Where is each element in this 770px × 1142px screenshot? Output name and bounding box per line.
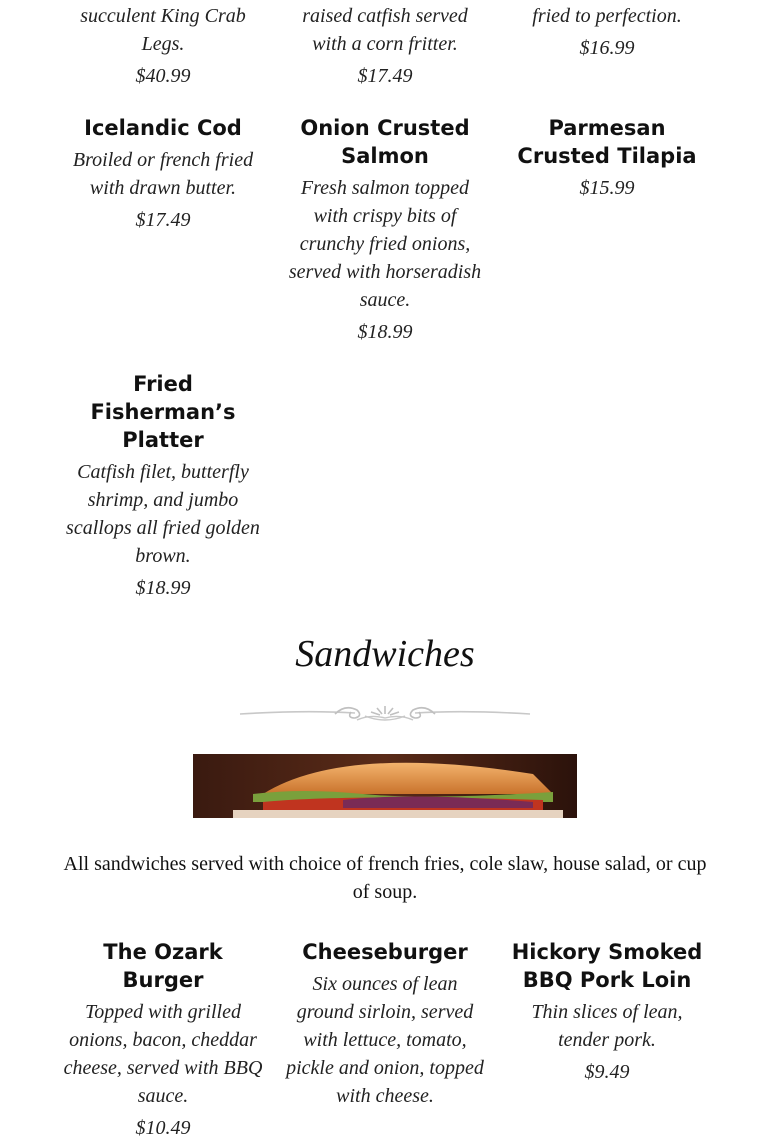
- menu-item-price: $15.99: [579, 177, 635, 199]
- menu-item-name: Icelandic Cod: [84, 116, 242, 140]
- menu-item-icelandic-cod: [63, 114, 263, 234]
- menu-item-fried-fishermans-platter: [63, 370, 263, 602]
- menu-item-price: $9.49: [584, 1061, 630, 1083]
- menu-item-partial-3: [507, 2, 707, 62]
- menu-item-partial-2: [285, 2, 485, 90]
- menu-item-name: The Ozark Burger: [103, 940, 223, 992]
- menu-item-description: Fresh salmon topped with crispy bits of crunchy fried onions, served with horseradish sauce.: [288, 177, 482, 311]
- section-heading-sandwiches: Sandwiches: [295, 633, 475, 675]
- menu-item-hickory-smoked-bbq-pork-loin: [507, 938, 707, 1086]
- menu-item-description: Broiled or french fried with drawn butter.: [72, 149, 254, 199]
- menu-item-description: Catfish filet, butterfly shrimp, and jumbo scallops all fried golden brown.: [66, 461, 260, 567]
- menu-item-price: $40.99: [135, 65, 191, 87]
- menu-item-parmesan-crusted-tilapia: [507, 114, 707, 202]
- menu-item-price: $18.99: [135, 577, 191, 599]
- menu-item-price: $17.49: [135, 209, 191, 231]
- sandwich-photo: [193, 754, 577, 818]
- menu-item-description: succulent King Crab Legs.: [80, 5, 246, 55]
- sandwich-sides-note: All sandwiches served with choice of french fries, cole slaw, house salad, or cup of soup.: [63, 853, 707, 903]
- ornamental-divider: [235, 700, 535, 728]
- menu-item-price: $18.99: [357, 321, 413, 343]
- menu-item-name: Cheeseburger: [302, 940, 468, 964]
- menu-item-cheeseburger: [285, 938, 485, 1110]
- menu-item-partial-1: [63, 2, 263, 90]
- menu-item-description: fried to perfection.: [532, 5, 682, 27]
- menu-item-name: Parmesan Crusted Tilapia: [517, 116, 697, 168]
- menu-item-ozark-burger: [63, 938, 263, 1142]
- menu-item-description: Topped with grilled onions, bacon, cheddar cheese, served with BBQ sauce.: [63, 1001, 263, 1107]
- menu-item-name: Hickory Smoked BBQ Pork Loin: [511, 940, 703, 992]
- menu-item-price: $17.49: [357, 65, 413, 87]
- menu-item-price: $16.99: [579, 37, 635, 59]
- menu-item-description: Six ounces of lean ground sirloin, served with lettuce, tomato, pickle and onion, topped with cheese.: [286, 973, 484, 1107]
- menu-item-price: $10.49: [135, 1117, 191, 1139]
- menu-item-onion-crusted-salmon: [285, 114, 485, 346]
- menu-item-name: Onion Crusted Salmon: [300, 116, 470, 168]
- menu-item-description: Thin slices of lean, tender pork.: [531, 1001, 683, 1051]
- menu-item-name: Fried Fisherman’s Platter: [90, 372, 236, 452]
- menu-item-description: raised catfish served with a corn fritter.: [302, 5, 468, 55]
